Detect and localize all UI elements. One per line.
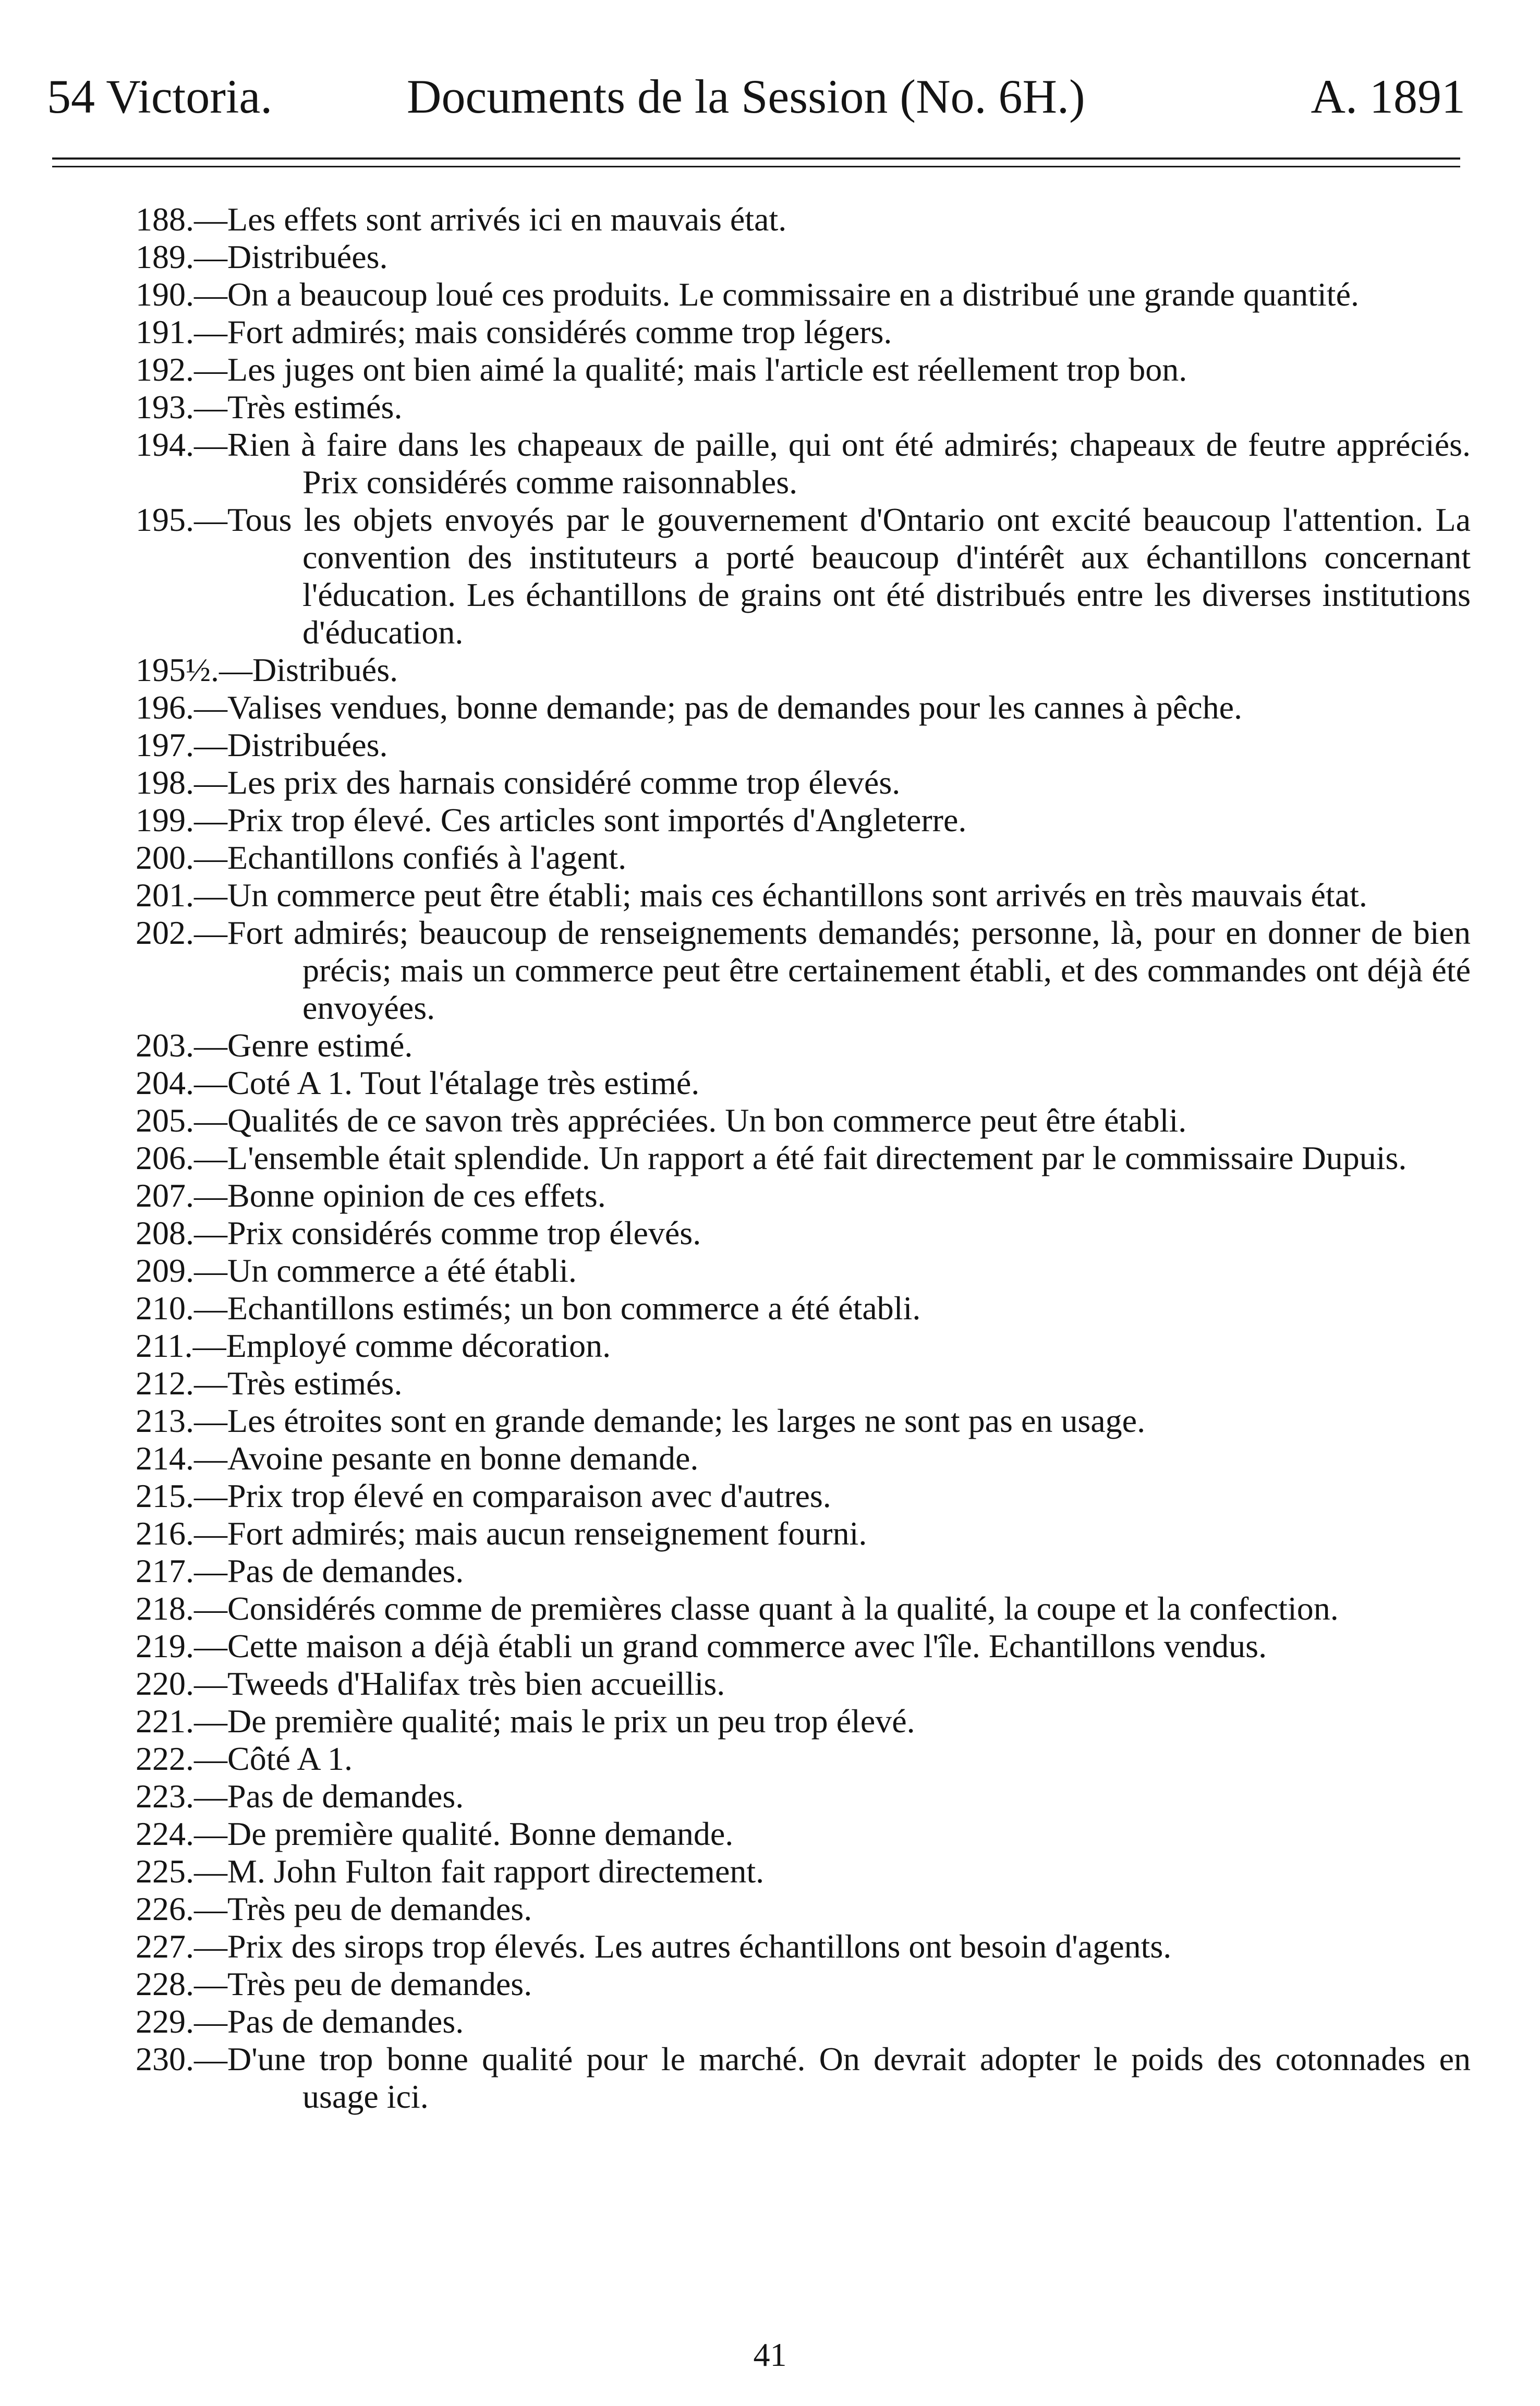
list-item (136, 1815, 1471, 1853)
entry-number: 193.— (136, 388, 227, 426)
list-item (136, 426, 1471, 501)
entry-text: Tweeds d'Halifax très bien accueillis. (227, 1665, 725, 1702)
entry-text: L'ensemble était splendide. Un rapport a été fait directement par le commissaire Dupuis. (227, 1139, 1407, 1176)
entry-number: 209.— (136, 1252, 227, 1289)
entry-text: Très peu de demandes. (227, 1890, 532, 1927)
list-item (136, 2003, 1471, 2040)
entry-text: Très peu de demandes. (227, 1965, 532, 2002)
entry-text: Un commerce peut être établi; mais ces échantillons sont arrivés en très mauvais état. (227, 877, 1367, 914)
entry-text: Les étroites sont en grande demande; les larges ne sont pas en usage. (227, 1402, 1146, 1439)
entry-number: 192.— (136, 351, 227, 388)
entry-text: Distribuées. (227, 238, 388, 275)
entry-number: 194.— (136, 426, 227, 463)
entry-number: 221.— (136, 1703, 227, 1740)
entry-number: 202.— (136, 914, 227, 951)
entry-text: D'une trop bonne qualité pour le marché. On devrait adopter le poids des cotonnades en usage ici. (227, 2040, 1471, 2115)
entry-number: 188.— (136, 201, 227, 238)
list-item (136, 1365, 1471, 1402)
entry-text: Coté A 1. Tout l'étalage très estimé. (227, 1064, 700, 1101)
list-item (136, 1552, 1471, 1590)
list-item (136, 1890, 1471, 1928)
entry-text: Considérés comme de premières classe quant à la qualité, la coupe et la confection. (227, 1590, 1339, 1627)
list-item (136, 801, 1471, 839)
entry-text: Fort admirés; mais aucun renseignement fourni. (227, 1515, 867, 1552)
entry-text: Genre estimé. (227, 1027, 413, 1064)
list-item (136, 1778, 1471, 1815)
entry-text: Qualités de ce savon très appréciées. Un bon commerce peut être établi. (227, 1102, 1187, 1139)
entry-text: Distribués. (252, 651, 398, 688)
list-item (136, 2040, 1471, 2116)
list-item (136, 1252, 1471, 1290)
list-item (136, 351, 1471, 388)
page-number: 41 (753, 2336, 787, 2373)
list-item (136, 651, 1471, 689)
page-header (47, 68, 1465, 125)
entry-number: 219.— (136, 1627, 227, 1664)
header-year: A. 1891 (1311, 70, 1465, 123)
entry-number: 213.— (136, 1402, 227, 1439)
entry-text: Très estimés. (227, 388, 403, 426)
entry-text: Les effets sont arrivés ici en mauvais état. (227, 201, 787, 238)
entry-text: Un commerce a été établi. (227, 1252, 577, 1289)
entry-text: Fort admirés; mais considérés comme trop légers. (227, 313, 892, 350)
entry-number: 208.— (136, 1214, 227, 1251)
entry-number: 206.— (136, 1139, 227, 1176)
list-item (136, 388, 1471, 426)
list-item (136, 1027, 1471, 1064)
list-item (136, 1102, 1471, 1139)
entry-number: 215.— (136, 1477, 227, 1514)
entry-number: 217.— (136, 1552, 227, 1589)
entry-number: 195½.— (136, 651, 252, 688)
entry-number: 223.— (136, 1778, 227, 1815)
entry-text: Prix des sirops trop élevés. Les autres échantillons ont besoin d'agents. (227, 1928, 1172, 1965)
list-item (136, 764, 1471, 801)
entry-text: Pas de demandes. (227, 1552, 464, 1589)
entry-text: Fort admirés; beaucoup de renseignements demandés; personne, là, pour en donner de bien précis; mais un commerce peut être certainement établi, et des commandes ont déjà été envoyées. (227, 914, 1471, 1026)
list-item (136, 1177, 1471, 1214)
list-item (136, 1627, 1471, 1665)
list-item (136, 689, 1471, 726)
list-item (136, 1139, 1471, 1177)
entry-text: Très estimés. (227, 1365, 403, 1402)
entry-text: Cette maison a déjà établi un grand commerce avec l'île. Echantillons vendus. (227, 1627, 1267, 1664)
entry-text: De première qualité. Bonne demande. (227, 1815, 734, 1852)
list-item (136, 1965, 1471, 2003)
entry-number: 227.— (136, 1928, 227, 1965)
entry-text: Prix considérés comme trop élevés. (227, 1214, 701, 1251)
entry-text: Echantillons confiés à l'agent. (227, 839, 627, 876)
entry-text: Rien à faire dans les chapeaux de paille, qui ont été admirés; chapeaux de feutre appréciés. Prix considérés comme raisonnables. (227, 426, 1471, 501)
list-item (136, 1440, 1471, 1477)
entry-text: Les prix des harnais considéré comme trop élevés. (227, 764, 901, 801)
list-item (136, 1515, 1471, 1552)
entry-text: Valises vendues, bonne demande; pas de demandes pour les cannes à pêche. (227, 689, 1242, 726)
entry-number: 200.— (136, 839, 227, 876)
list-item (136, 1928, 1471, 1965)
entry-number: 214.— (136, 1440, 227, 1477)
list-item (136, 1402, 1471, 1440)
header-rule-bottom (52, 166, 1460, 167)
entry-text: De première qualité; mais le prix un peu trop élevé. (227, 1703, 915, 1740)
list-item (136, 313, 1471, 351)
list-item (136, 1853, 1471, 1890)
entry-text: Employé comme décoration. (226, 1327, 611, 1364)
entry-number: 229.— (136, 2003, 227, 2040)
entry-number: 197.— (136, 726, 227, 763)
header-volume: 54 Victoria. (47, 70, 273, 123)
entry-number: 204.— (136, 1064, 227, 1101)
entry-text: Les juges ont bien aimé la qualité; mais l'article est réellement trop bon. (227, 351, 1187, 388)
list-item (136, 1290, 1471, 1327)
entry-text: Echantillons estimés; un bon commerce a été établi. (227, 1290, 921, 1327)
entry-number: 230.— (136, 2040, 227, 2077)
entry-text: On a beaucoup loué ces produits. Le commissaire en a distribué une grande quantité. (227, 276, 1359, 313)
list-item (136, 726, 1471, 764)
entry-number: 201.— (136, 877, 227, 914)
entry-list (136, 201, 1471, 2116)
entry-number: 226.— (136, 1890, 227, 1927)
entry-number: 224.— (136, 1815, 227, 1852)
entry-number: 196.— (136, 689, 227, 726)
entry-text: Bonne opinion de ces effets. (227, 1177, 606, 1214)
list-item (136, 501, 1471, 651)
list-item (136, 1703, 1471, 1740)
entry-number: 199.— (136, 801, 227, 839)
list-item (136, 276, 1471, 313)
list-item (136, 1740, 1471, 1778)
entry-number: 203.— (136, 1027, 227, 1064)
entry-number: 205.— (136, 1102, 227, 1139)
entry-text: Avoine pesante en bonne demande. (227, 1440, 699, 1477)
entry-text: Distribuées. (227, 726, 388, 763)
list-item (136, 1590, 1471, 1627)
entry-number: 195.— (136, 501, 227, 538)
header-title: Documents de la Session (No. 6H.) (407, 70, 1085, 123)
entry-number: 190.— (136, 276, 227, 313)
list-item (136, 877, 1471, 914)
entry-number: 220.— (136, 1665, 227, 1702)
list-item (136, 238, 1471, 276)
entry-text: Pas de demandes. (227, 2003, 464, 2040)
entry-text: Prix trop élevé. Ces articles sont importés d'Angleterre. (227, 801, 967, 839)
list-item (136, 201, 1471, 238)
entry-number: 207.— (136, 1177, 227, 1214)
entry-number: 228.— (136, 1965, 227, 2002)
list-item (136, 1665, 1471, 1703)
entry-number: 191.— (136, 313, 227, 350)
list-item (136, 1064, 1471, 1102)
entry-text: Pas de demandes. (227, 1778, 464, 1815)
list-item (136, 1214, 1471, 1252)
entry-number: 211.— (136, 1327, 226, 1364)
entry-number: 212.— (136, 1365, 227, 1402)
list-item (136, 1327, 1471, 1365)
entry-text: Prix trop élevé en comparaison avec d'autres. (227, 1477, 831, 1514)
entry-text: Tous les objets envoyés par le gouvernement d'Ontario ont excité beaucoup l'attention. La convention des instituteurs a porté beaucoup d'intérêt aux échantillons concernant l'éducation. Les échantillons de grains ont été distribués entre les diverses institutions d'éducation. (227, 501, 1471, 651)
header-rule-top (52, 157, 1460, 160)
entry-text: M. John Fulton fait rapport directement. (227, 1853, 765, 1890)
list-item (136, 914, 1471, 1027)
entry-number: 222.— (136, 1740, 227, 1777)
entry-number: 189.— (136, 238, 227, 275)
entry-number: 216.— (136, 1515, 227, 1552)
entry-number: 198.— (136, 764, 227, 801)
entry-number: 218.— (136, 1590, 227, 1627)
list-item (136, 1477, 1471, 1515)
entry-number: 225.— (136, 1853, 227, 1890)
entry-number: 210.— (136, 1290, 227, 1327)
entry-text: Côté A 1. (227, 1740, 353, 1777)
list-item (136, 839, 1471, 877)
